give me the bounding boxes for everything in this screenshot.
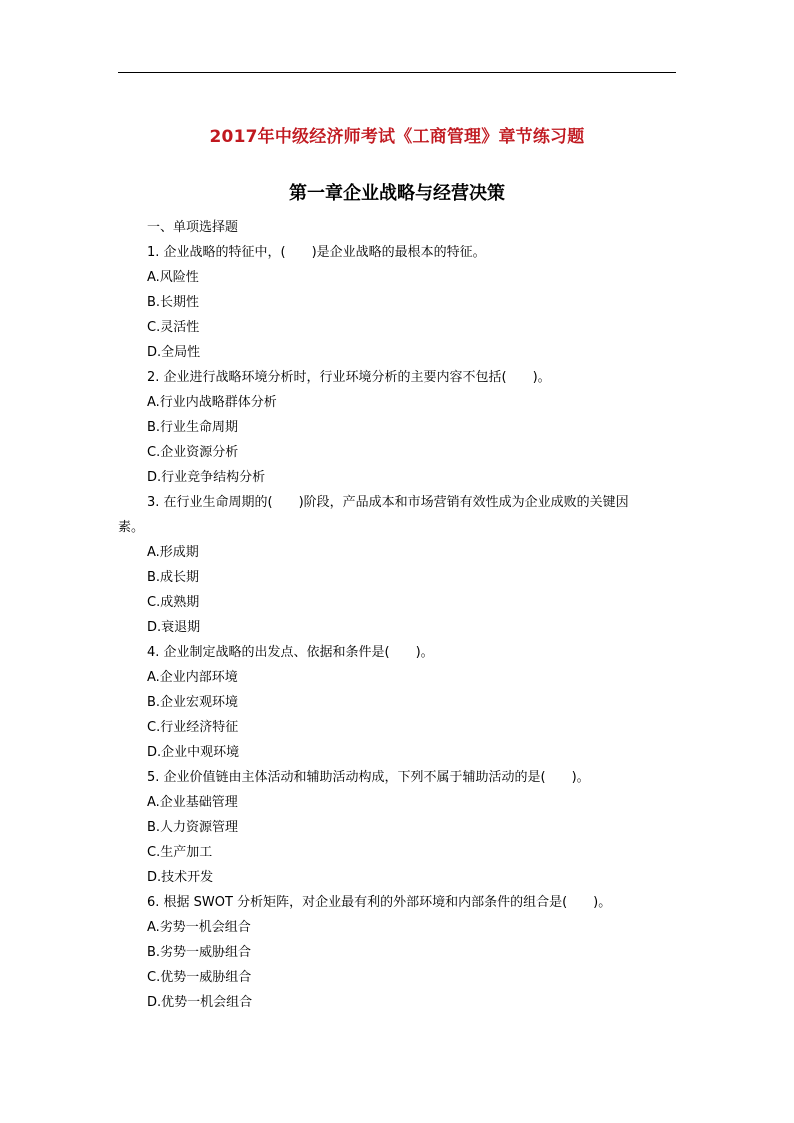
answer-option: A.风险性: [147, 270, 199, 285]
question-stem-continuation: 素。: [118, 520, 145, 535]
question-stem: 3. 在行业生命周期的( )阶段，产品成本和市场营销有效性成为企业成败的关键因: [147, 495, 629, 510]
answer-option: D.技术开发: [147, 870, 214, 885]
question-stem: 6. 根据 SWOT 分析矩阵，对企业最有利的外部环境和内部条件的组合是( )。: [147, 895, 612, 910]
answer-option: D.企业中观环境: [147, 745, 240, 760]
answer-option: C.成熟期: [147, 595, 200, 610]
document-title: 2017年中级经济师考试《工商管理》章节练习题: [209, 127, 585, 147]
answer-option: C.灵活性: [147, 320, 200, 335]
answer-option: A.企业内部环境: [147, 670, 238, 685]
answer-option: A.形成期: [147, 545, 199, 560]
header-rule: [118, 72, 676, 73]
question-stem: 5. 企业价值链由主体活动和辅助活动构成，下列不属于辅助活动的是( )。: [147, 770, 590, 785]
answer-option: D.全局性: [147, 345, 201, 360]
answer-option: B.企业宏观环境: [147, 695, 239, 710]
answer-option: B.长期性: [147, 295, 200, 310]
answer-option: A.劣势一机会组合: [147, 920, 251, 935]
question-list: [118, 215, 678, 1015]
answer-option: A.行业内战略群体分析: [147, 395, 277, 410]
chapter-title: 第一章企业战略与经营决策: [289, 183, 505, 204]
answer-option: D.行业竞争结构分析: [147, 470, 266, 485]
answer-option: C.优势一威胁组合: [147, 970, 252, 985]
answer-option: D.优势一机会组合: [147, 995, 253, 1010]
answer-option: B.成长期: [147, 570, 200, 585]
answer-option: B.人力资源管理: [147, 820, 239, 835]
answer-option: A.企业基础管理: [147, 795, 238, 810]
section-label: 一、单项选择题: [147, 220, 239, 235]
question-stem: 1. 企业战略的特征中，( )是企业战略的最根本的特征。: [147, 245, 486, 260]
question-stem: 2. 企业进行战略环境分析时，行业环境分析的主要内容不包括( )。: [147, 370, 551, 385]
answer-option: D.衰退期: [147, 620, 201, 635]
question-stem: 4. 企业制定战略的出发点、依据和条件是( )。: [147, 645, 434, 660]
answer-option: B.行业生命周期: [147, 420, 239, 435]
answer-option: C.企业资源分析: [147, 445, 239, 460]
answer-option: C.行业经济特征: [147, 720, 239, 735]
answer-option: C.生产加工: [147, 845, 213, 860]
answer-option: B.劣势一威胁组合: [147, 945, 252, 960]
